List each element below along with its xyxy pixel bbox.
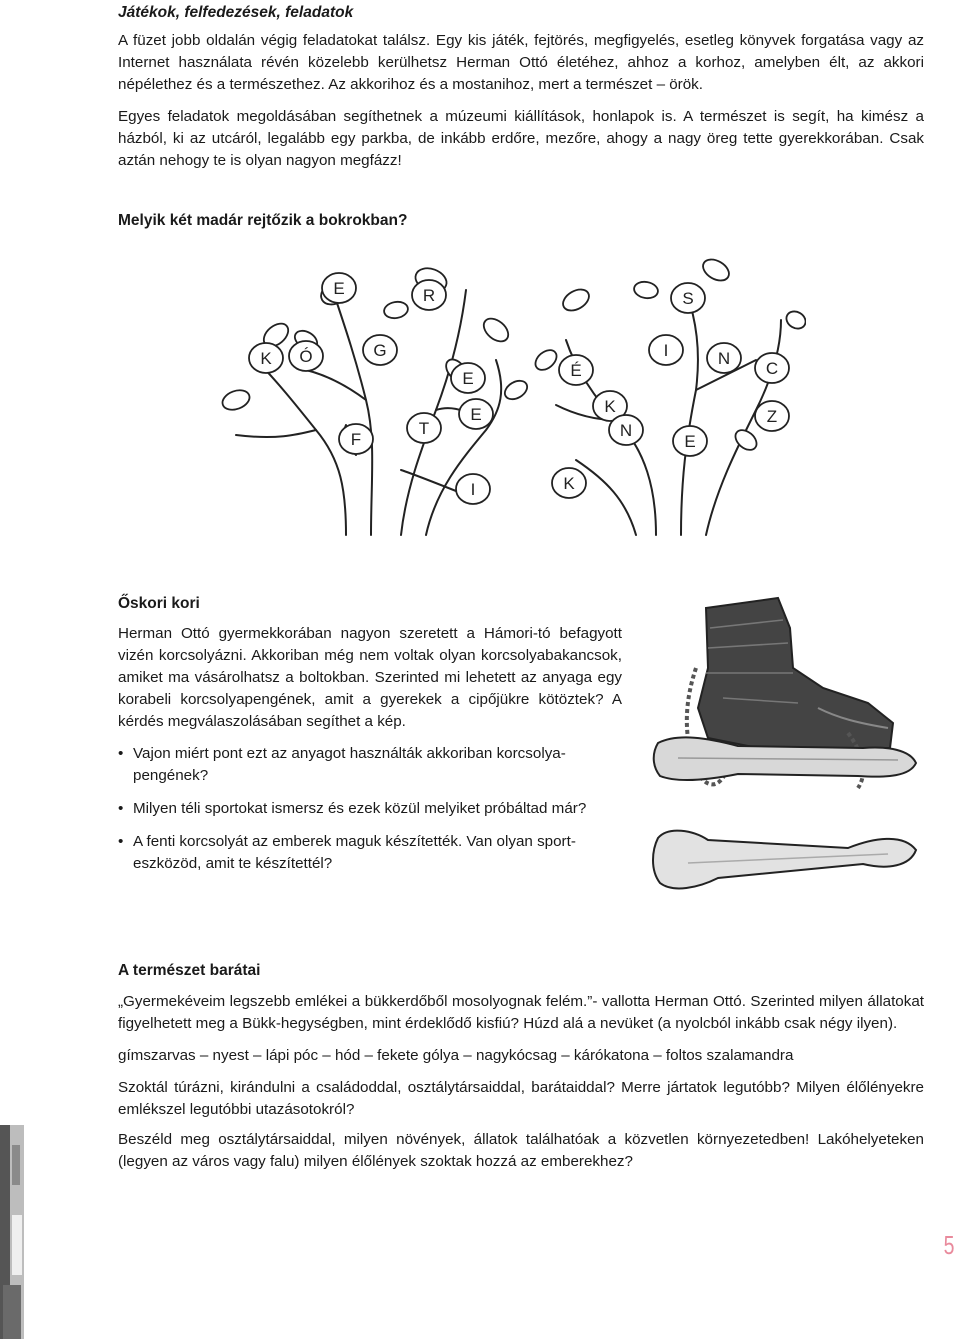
right-bush-letter: N [717,349,731,368]
skating-paragraph: Herman Ottó gyermekkorában nagyon szeretett a Hámori-tó befagyott vizén korcsolyázni. Akkoriban még nem voltak olyan korcsolyabakancsok, amiket ma vásárolhatsz a boltokban. Szerinted mi lehetett az anyaga egy korabeli korcsolyapengének, amit a gyerekek a cipőjükre kötöztek? A kérdés megválaszolásában segíthet a kép. [118,625,622,730]
left-bush-letter: F [350,430,362,449]
page-heading: Játékok, felfedezések, feladatok [118,4,354,21]
left-bush-letter: R [422,286,436,305]
left-bush-letter: E [333,279,345,298]
left-bush-letter: T [418,419,430,438]
nature-paragraph-2: Szoktál túrázni, kirándulni a családoddal, osztálytársaiddal, barátaiddal? Merre jártatok legutóbb? Milyen élőlényekre emlékszel legutóbbi utazásotokról? [118,1079,924,1118]
skating-question-list [118,743,608,886]
left-bush-letter: E [462,369,474,388]
right-bush-letter: N [619,421,633,440]
right-bush-letter: C [765,359,779,378]
left-bush-letter: G [373,341,387,360]
nature-paragraph-1: „Gyermekéveim legszebb emlékei a bükkerdőből mosolyognak felém.”- vallotta Herman Ottó. Szerinted milyen állatokat figyelhetett meg a Bükk-hegységben, mint érdeklődő kisfiú? Húzd alá a nevüket (a nyolcból inkább csak négy ilyen). [118,993,924,1032]
left-bush-letter: K [260,349,272,368]
left-bush-letter: Ó [299,347,313,366]
skating-section-title: Őskori kori [118,595,200,612]
bone-skate-illustration [648,588,938,910]
skating-question: • A fenti korcsolyát az emberek maguk készítették. Van olyan sport-eszközöd, amit te készítettél? [118,831,608,875]
nature-section-title: A természet barátai [118,962,261,979]
intro-paragraph-1: A füzet jobb oldalán végig feladatokat találsz. Egy kis játék, fejtörés, megfigyelés, esetleg könyvek forgatása vagy az Internet használata révén közelebb kerülhetsz Herman Ottó életéhez, ahhoz a korhoz, amelyben élt, az akkori népélethez és a természethez. Az akkorihoz és a mostanihoz, mert a természet – örök. [118,32,924,93]
right-bush-letter: Z [766,407,778,426]
edge-photo-fragment [0,1125,24,1339]
right-bush-letter: I [663,341,669,360]
animal-name-list: gímszarvas – nyest – lápi póc – hód – fekete gólya – nagykócsag – kárókatona – foltos szalamandra [118,1047,794,1064]
right-bush-letter: K [563,474,575,493]
bird-puzzle-question: Melyik két madár rejtőzik a bokrokban? [118,212,408,229]
letter-bushes-illustration [196,240,806,540]
intro-paragraph-2: Egyes feladatok megoldásában segíthetnek a múzeumi kiállítások, honlapok is. A természet is segít, ha kimész a házból, ki az utcáról, legalább egy parkba, de inkább erdőre, mezőre, ahogy a nagy öreg tette gyerekkorában. Csak aztán nehogy te is olyan nagyon megfázz! [118,108,924,169]
skating-question: • Milyen téli sportokat ismersz és ezek közül melyiket próbáltad már? [118,798,608,820]
nature-paragraph-3: Beszéld meg osztálytársaiddal, milyen növények, állatok találhatóak a közvetlen környezetedben! Lakóhelyeteken (legyen az város vagy falu) milyen élőlények szoktak hozzá az emberekhez? [118,1131,924,1170]
left-bush-letter: E [470,405,482,424]
skating-question: • Vajon miért pont ezt az anyagot használták akkoriban korcsolya-pengének? [118,743,608,787]
right-bush-letter: K [604,397,616,416]
right-bush-letter: S [682,289,694,308]
right-bush-letter: É [570,361,582,380]
left-bush-letter: I [470,480,476,499]
page-number: 5 [943,1230,954,1260]
right-bush-letter: E [684,432,696,451]
